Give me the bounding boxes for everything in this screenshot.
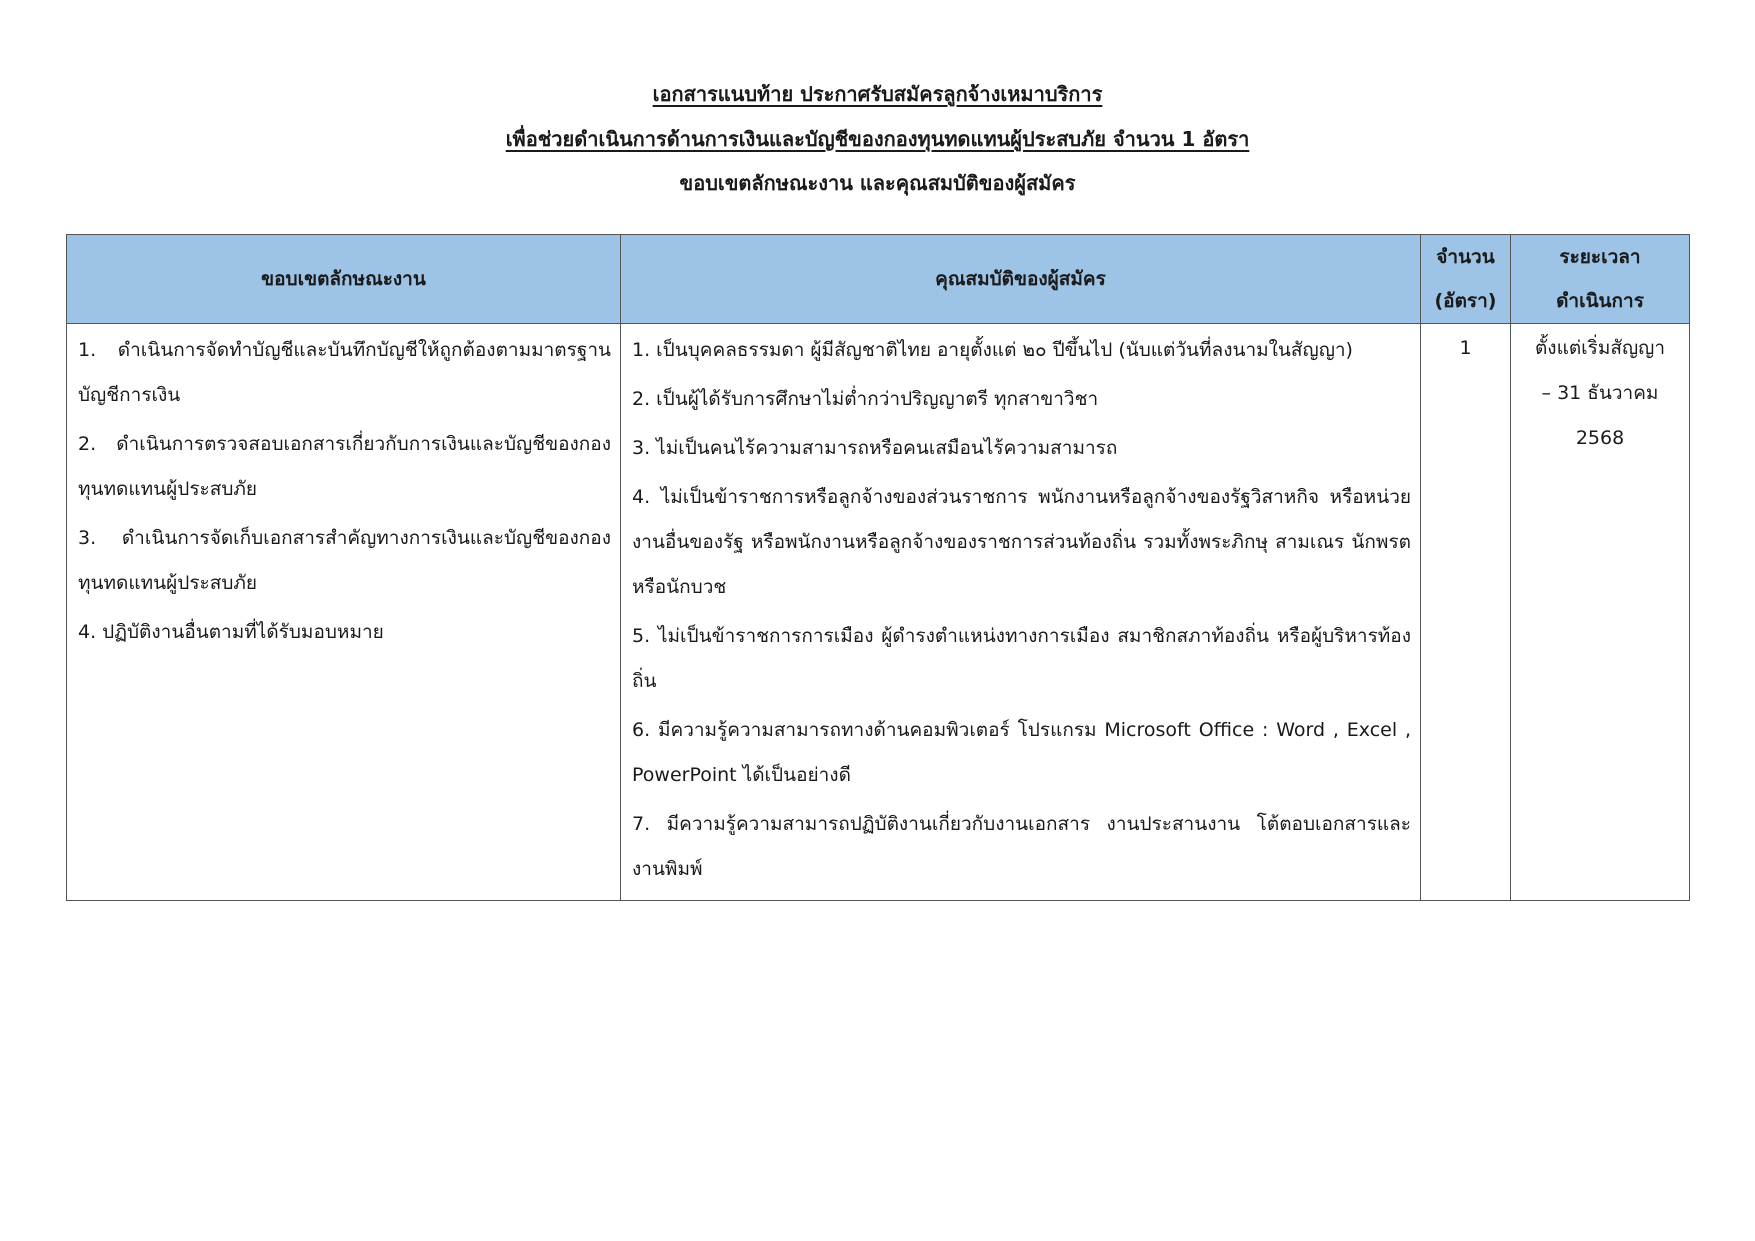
header-count-line-2: (อัตรา) xyxy=(1434,290,1497,312)
section-heading-text: ขอบเขตลักษณะงาน และคุณสมบัติของผู้สมัคร xyxy=(679,171,1076,195)
period-value-line-2: – 31 ธันวาคม xyxy=(1541,382,1659,404)
table-header-row xyxy=(67,235,1690,324)
header-qualifications-label: คุณสมบัติของผู้สมัคร xyxy=(935,268,1106,290)
list-item: 4. ปฏิบัติงานอื่นตามที่ได้รับมอบหมาย xyxy=(78,621,384,643)
header-period-line-2: ดำเนินการ xyxy=(1556,290,1644,312)
header-period-line-1: ระยะเวลา xyxy=(1559,246,1641,268)
list-item: 1. ดำเนินการจัดทำบัญชีและบันทึกบัญชีให้ถูกต้องตามมาตรฐานบัญชีการเงิน xyxy=(78,339,611,406)
list-item: 6. มีความรู้ความสามารถทางด้านคอมพิวเตอร์ โปรแกรม Microsoft Office : Word , Excel , PowerPoint ได้เป็นอย่างดี xyxy=(632,719,1411,786)
job-spec-table xyxy=(66,234,1690,901)
document-title-text: เอกสารแนบท้าย ประกาศรับสมัครลูกจ้างเหมาบริการ xyxy=(652,82,1103,106)
header-qualifications xyxy=(621,235,1421,324)
qualifications-cell xyxy=(621,324,1421,901)
period-cell xyxy=(1511,324,1690,901)
list-item: 5. ไม่เป็นข้าราชการการเมือง ผู้ดำรงตำแหน่งทางการเมือง สมาชิกสภาท้องถิ่น หรือผู้บริหารท้องถิ่น xyxy=(632,625,1411,692)
qualifications-list xyxy=(621,324,1420,892)
list-item: 7. มีความรู้ความสามารถปฏิบัติงานเกี่ยวกับงานเอกสาร งานประสานงาน โต้ตอบเอกสารและงานพิมพ์ xyxy=(632,813,1411,880)
period-value-line-3: 2568 xyxy=(1575,427,1625,449)
header-period xyxy=(1511,235,1690,324)
table-row xyxy=(67,324,1690,901)
scope-cell xyxy=(67,324,621,901)
header-scope-label: ขอบเขตลักษณะงาน xyxy=(261,268,426,290)
count-value: 1 xyxy=(1459,337,1472,359)
scope-list xyxy=(67,324,620,655)
period-value-line-1: ตั้งแต่เริ่มสัญญา xyxy=(1534,337,1666,359)
list-item: 2. ดำเนินการตรวจสอบเอกสารเกี่ยวกับการเงินและบัญชีของกองทุนทดแทนผู้ประสบภัย xyxy=(78,433,611,500)
section-heading xyxy=(0,168,1755,198)
count-cell xyxy=(1421,324,1511,901)
header-count xyxy=(1421,235,1511,324)
document-subtitle xyxy=(0,124,1755,154)
header-count-line-1: จำนวน xyxy=(1436,246,1495,268)
list-item: 3. ดำเนินการจัดเก็บเอกสารสำคัญทางการเงินและบัญชีของกองทุนทดแทนผู้ประสบภัย xyxy=(78,527,611,594)
document-title xyxy=(0,79,1755,109)
list-item: 2. เป็นผู้ได้รับการศึกษาไม่ต่ำกว่าปริญญาตรี ทุกสาขาวิชา xyxy=(632,388,1099,410)
list-item: 4. ไม่เป็นข้าราชการหรือลูกจ้างของส่วนราชการ พนักงานหรือลูกจ้างของรัฐวิสาหกิจ หรือหน่วยงานอื่นของรัฐ หรือพนักงานหรือลูกจ้างของราชการส่วนท้องถิ่น รวมทั้งพระภิกษุ สามเณร นักพรต หรือนักบวช xyxy=(632,486,1411,598)
list-item: 3. ไม่เป็นคนไร้ความสามารถหรือคนเสมือนไร้ความสามารถ xyxy=(632,437,1118,459)
header-scope xyxy=(67,235,621,324)
list-item: 1. เป็นบุคคลธรรมดา ผู้มีสัญชาติไทย อายุตั้งแต่ ๒๐ ปีขึ้นไป (นับแต่วันที่ลงนามในสัญญา) xyxy=(632,339,1353,361)
document-subtitle-text: เพื่อช่วยดำเนินการด้านการเงินและบัญชีของกองทุนทดแทนผู้ประสบภัย จำนวน 1 อัตรา xyxy=(505,127,1250,151)
